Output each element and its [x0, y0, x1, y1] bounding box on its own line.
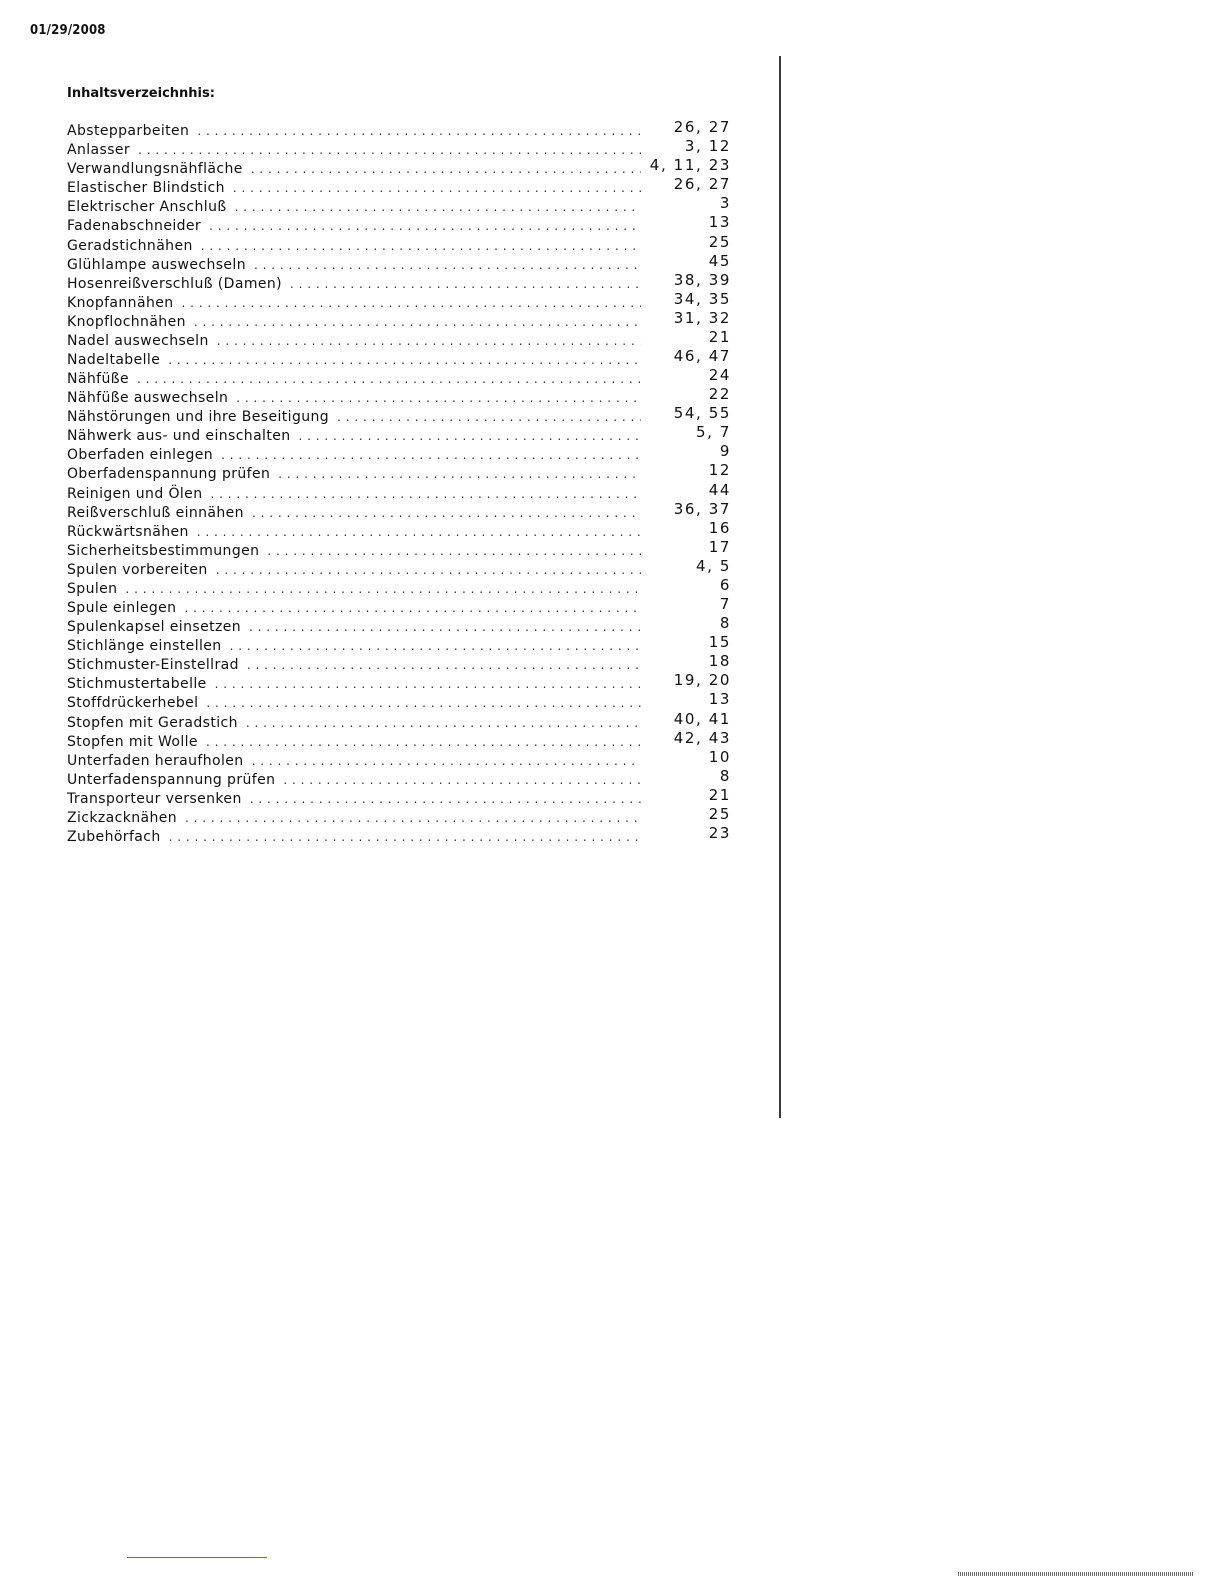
dot-leader [299, 428, 641, 444]
dot-leader [184, 600, 641, 616]
index-list [67, 120, 731, 845]
dot-leader [249, 619, 641, 635]
index-entry [67, 575, 731, 597]
index-entry-pages: 10 [708, 747, 731, 766]
index-entry [67, 425, 731, 444]
index-heading: Inhaltsverzeichnhis: [67, 86, 215, 101]
index-entry-label: Anlasser [67, 142, 138, 158]
index-entry-pages: 21 [708, 785, 731, 804]
index-entry [67, 556, 731, 578]
index-entry-label: Sicherheitsbestimmungen [67, 543, 267, 559]
index-entry-pages: 22 [708, 385, 731, 404]
index-entry [67, 673, 731, 692]
dot-leader [206, 695, 641, 711]
dot-leader [197, 524, 641, 540]
index-entry-pages: 23 [708, 823, 731, 842]
index-entry-pages: 3, 12 [684, 137, 731, 156]
index-entry-pages: 36, 37 [673, 499, 731, 518]
dot-leader [267, 543, 641, 559]
index-entry [67, 251, 731, 273]
index-entry-label: Nähstörungen und ihre Beseitigung [67, 409, 337, 425]
dot-leader [210, 486, 641, 502]
dot-leader [197, 123, 641, 139]
index-entry-pages: 26, 27 [673, 175, 731, 194]
index-entry-pages: 4, 5 [695, 556, 731, 575]
index-entry [67, 368, 731, 387]
index-entry-pages: 6 [719, 575, 731, 594]
index-entry-pages: 21 [708, 327, 731, 346]
index-entry-label: Unterfaden heraufholen [67, 753, 252, 769]
dot-leader [236, 390, 641, 406]
index-entry-label: Fadenabschneider [67, 218, 209, 234]
index-entry-pages: 7 [719, 595, 731, 614]
index-entry-label: Verwandlungsnähfläche [67, 161, 251, 177]
index-entry [67, 139, 731, 158]
dot-leader [206, 734, 641, 750]
index-entry-label: Nadel auswechseln [67, 333, 217, 349]
index-entry [67, 215, 731, 234]
index-entry-pages: 38, 39 [673, 270, 731, 289]
index-entry-label: Reinigen und Ölen [67, 486, 210, 502]
index-entry-label: Glühlampe auswechseln [67, 257, 254, 273]
dot-leader [252, 753, 641, 769]
index-entry-label: Zickzacknähen [67, 810, 185, 826]
index-entry-pages: 15 [708, 633, 731, 652]
index-entry-label: Stichmuster-Einstellrad [67, 657, 247, 673]
index-entry [67, 349, 731, 368]
dot-leader [169, 829, 641, 845]
index-entry [67, 804, 731, 826]
index-entry-label: Nähfüße [67, 371, 137, 387]
dot-leader [247, 657, 641, 673]
index-entry [67, 747, 731, 769]
index-entry [67, 270, 731, 292]
index-entry-pages: 5, 7 [695, 423, 731, 442]
index-entry-label: Nähfüße auswechseln [67, 390, 236, 406]
dot-leader [185, 810, 641, 826]
index-entry [67, 766, 731, 788]
index-entry [67, 444, 731, 463]
index-entry-label: Spulen [67, 581, 125, 597]
index-entry [67, 406, 731, 425]
index-entry-label: Nadeltabelle [67, 352, 168, 368]
dot-leader [217, 333, 641, 349]
dot-leader [246, 715, 641, 731]
index-entry-pages: 25 [708, 232, 731, 251]
index-entry [67, 387, 731, 406]
dot-leader [251, 161, 641, 177]
dot-leader [290, 276, 641, 292]
index-entry-pages: 4, 11, 23 [649, 156, 731, 175]
index-entry-label: Stopfen mit Wolle [67, 734, 206, 750]
dot-leader [254, 257, 641, 273]
dot-leader [215, 676, 641, 692]
dot-leader [278, 466, 641, 482]
print-date: 01/29/2008 [30, 23, 106, 38]
index-entry-label: Stopfen mit Geradstich [67, 715, 246, 731]
index-entry-label: Elastischer Blindstich [67, 180, 233, 196]
index-entry [67, 158, 731, 177]
index-entry-label: Hosenreißverschluß (Damen) [67, 276, 290, 292]
index-entry [67, 692, 731, 711]
index-entry-pages: 16 [708, 518, 731, 537]
dot-leader [201, 238, 641, 254]
index-entry [67, 654, 731, 673]
index-entry-pages: 26, 27 [673, 118, 731, 137]
index-entry [67, 289, 731, 311]
index-entry [67, 308, 731, 330]
footer-scan-line [958, 1572, 1194, 1576]
index-entry-label: Oberfadenspannung prüfen [67, 466, 278, 482]
index-entry-label: Spule einlegen [67, 600, 184, 616]
dot-leader [337, 409, 641, 425]
index-entry-pages: 17 [708, 537, 731, 556]
dot-leader [216, 562, 641, 578]
index-entry-label: Transporteur versenken [67, 791, 250, 807]
index-entry [67, 728, 731, 750]
dot-leader [168, 352, 641, 368]
index-entry-label: Stichlänge einstellen [67, 638, 230, 654]
index-entry [67, 196, 731, 215]
dot-leader [230, 638, 641, 654]
index-entry-label: Oberfaden einlegen [67, 447, 221, 463]
index-entry-label: Reißverschluß einnähen [67, 505, 252, 521]
index-entry [67, 711, 731, 730]
vertical-divider [779, 56, 781, 1118]
index-entry [67, 518, 731, 540]
dot-leader [252, 505, 641, 521]
index-entry-pages: 42, 43 [673, 728, 731, 747]
index-entry-label: Unterfadenspannung prüfen [67, 772, 283, 788]
index-entry-pages: 3 [719, 194, 731, 213]
dot-leader [235, 199, 641, 215]
index-entry-label: Geradstichnähen [67, 238, 201, 254]
index-entry-pages: 34, 35 [673, 289, 731, 308]
index-entry-label: Nähwerk aus- und einschalten [67, 428, 299, 444]
index-entry-pages: 13 [708, 690, 731, 709]
index-entry [67, 537, 731, 559]
index-entry [67, 327, 731, 349]
index-entry [67, 177, 731, 196]
index-entry-pages: 25 [708, 804, 731, 823]
dot-leader [137, 371, 641, 387]
index-entry [67, 499, 731, 521]
index-entry [67, 463, 731, 482]
index-entry-pages: 9 [719, 442, 731, 461]
index-entry-pages: 19, 20 [673, 671, 731, 690]
index-entry-pages: 46, 47 [673, 347, 731, 366]
dot-leader [250, 791, 641, 807]
index-entry-label: Rückwärtsnähen [67, 524, 197, 540]
index-entry-pages: 40, 41 [673, 709, 731, 728]
index-entry-pages: 8 [719, 766, 731, 785]
index-entry [67, 785, 731, 807]
index-entry-label: Knopfannähen [67, 295, 182, 311]
index-entry [67, 482, 731, 501]
index-entry [67, 616, 731, 635]
index-entry [67, 635, 731, 654]
index-entry-label: Stichmustertabelle [67, 676, 215, 692]
index-entry [67, 120, 731, 139]
dot-leader [125, 581, 641, 597]
index-entry-pages: 18 [708, 652, 731, 671]
index-entry-label: Stoffdrückerhebel [67, 695, 206, 711]
index-entry-label: Abstepparbeiten [67, 123, 197, 139]
index-entry-pages: 54, 55 [673, 404, 731, 423]
index-entry-label: Elektrischer Anschluß [67, 199, 235, 215]
dot-leader [221, 447, 641, 463]
index-entry-label: Knopflochnähen [67, 314, 194, 330]
index-entry [67, 597, 731, 616]
index-entry-pages: 44 [708, 480, 731, 499]
index-entry-pages: 12 [708, 461, 731, 480]
dot-leader [138, 142, 641, 158]
index-entry-pages: 8 [719, 614, 731, 633]
dot-leader [194, 314, 641, 330]
index-entry-label: Zubehörfach [67, 829, 169, 845]
index-entry-pages: 24 [708, 366, 731, 385]
index-entry [67, 823, 731, 845]
dot-leader [209, 218, 641, 234]
index-entry-label: Spulen vorbereiten [67, 562, 216, 578]
index-entry-pages: 45 [708, 251, 731, 270]
dot-leader [233, 180, 641, 196]
footer-link-underline [127, 1557, 267, 1558]
index-entry [67, 234, 731, 253]
dot-leader [283, 772, 641, 788]
index-entry-pages: 13 [708, 213, 731, 232]
index-entry-pages: 31, 32 [673, 308, 731, 327]
dot-leader [182, 295, 642, 311]
index-entry-label: Spulenkapsel einsetzen [67, 619, 249, 635]
